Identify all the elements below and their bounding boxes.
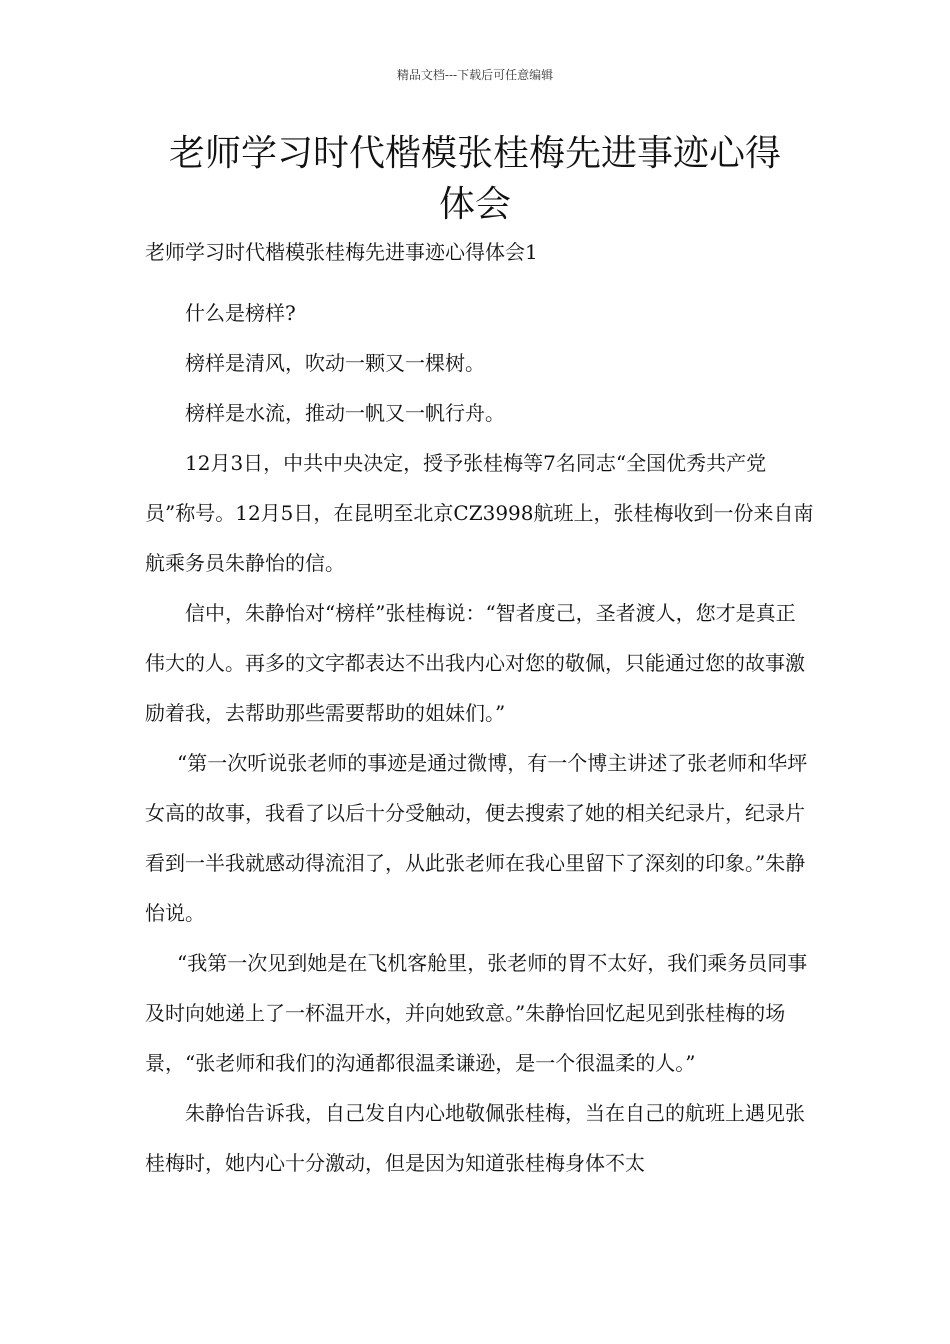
paragraph-3: 榜样是水流，推动一帆又一帆行舟。 bbox=[185, 401, 505, 425]
paragraph-5: 信中，朱静怡对“榜样”张桂梅说：“智者度己，圣者渡人，您才是真正伟大的人。再多的文字都表达不出我内心对您的敬佩，只能通过您的故事激励着我，去帮助那些需要帮助的姐妹们。” bbox=[145, 601, 805, 725]
paragraph-4: 12月3日，中共中央决定，授予张桂梅等7名同志“全国优秀共产党员”称号。12月5日，在昆明至北京CZ3998航班上，张桂梅收到一份来自南航乘务员朱静怡的信。 bbox=[145, 451, 814, 575]
paragraph-2: 榜样是清风，吹动一颗又一棵树。 bbox=[185, 351, 485, 375]
title-line-2: 体会 bbox=[438, 184, 511, 225]
paragraph-7: “我第一次见到她是在飞机客舱里，张老师的胃不太好，我们乘务员同事及时向她递上了一杯温开水，并向她致意。”朱静怡回忆起见到张桂梅的场景，“张老师和我们的沟通都很温柔谦逊，是一个很温柔的人。” bbox=[145, 951, 808, 1075]
title-line-1: 老师学习时代楷模张桂梅先进事迹心得 bbox=[168, 133, 781, 174]
document-title bbox=[130, 128, 820, 230]
paragraph-8: 朱静怡告诉我，自己发自内心地敬佩张桂梅，当在自己的航班上遇见张桂梅时，她内心十分激动，但是因为知道张桂梅身体不太 bbox=[145, 1101, 805, 1175]
paragraph-1: 什么是榜样? bbox=[185, 301, 296, 325]
header-note: 精品文档---下载后可任意编辑 bbox=[396, 68, 554, 82]
paragraph-6: “第一次听说张老师的事迹是通过微博，有一个博主讲述了张老师和华坪女高的故事，我看了以后十分受触动，便去搜索了她的相关纪录片，纪录片看到一半我就感动得流泪了，从此张老师在我心里留下了深刻的印象。”朱静怡说。 bbox=[145, 751, 808, 925]
document-body bbox=[145, 288, 815, 1188]
section-heading: 老师学习时代楷模张桂梅先进事迹心得体会1 bbox=[145, 240, 538, 264]
